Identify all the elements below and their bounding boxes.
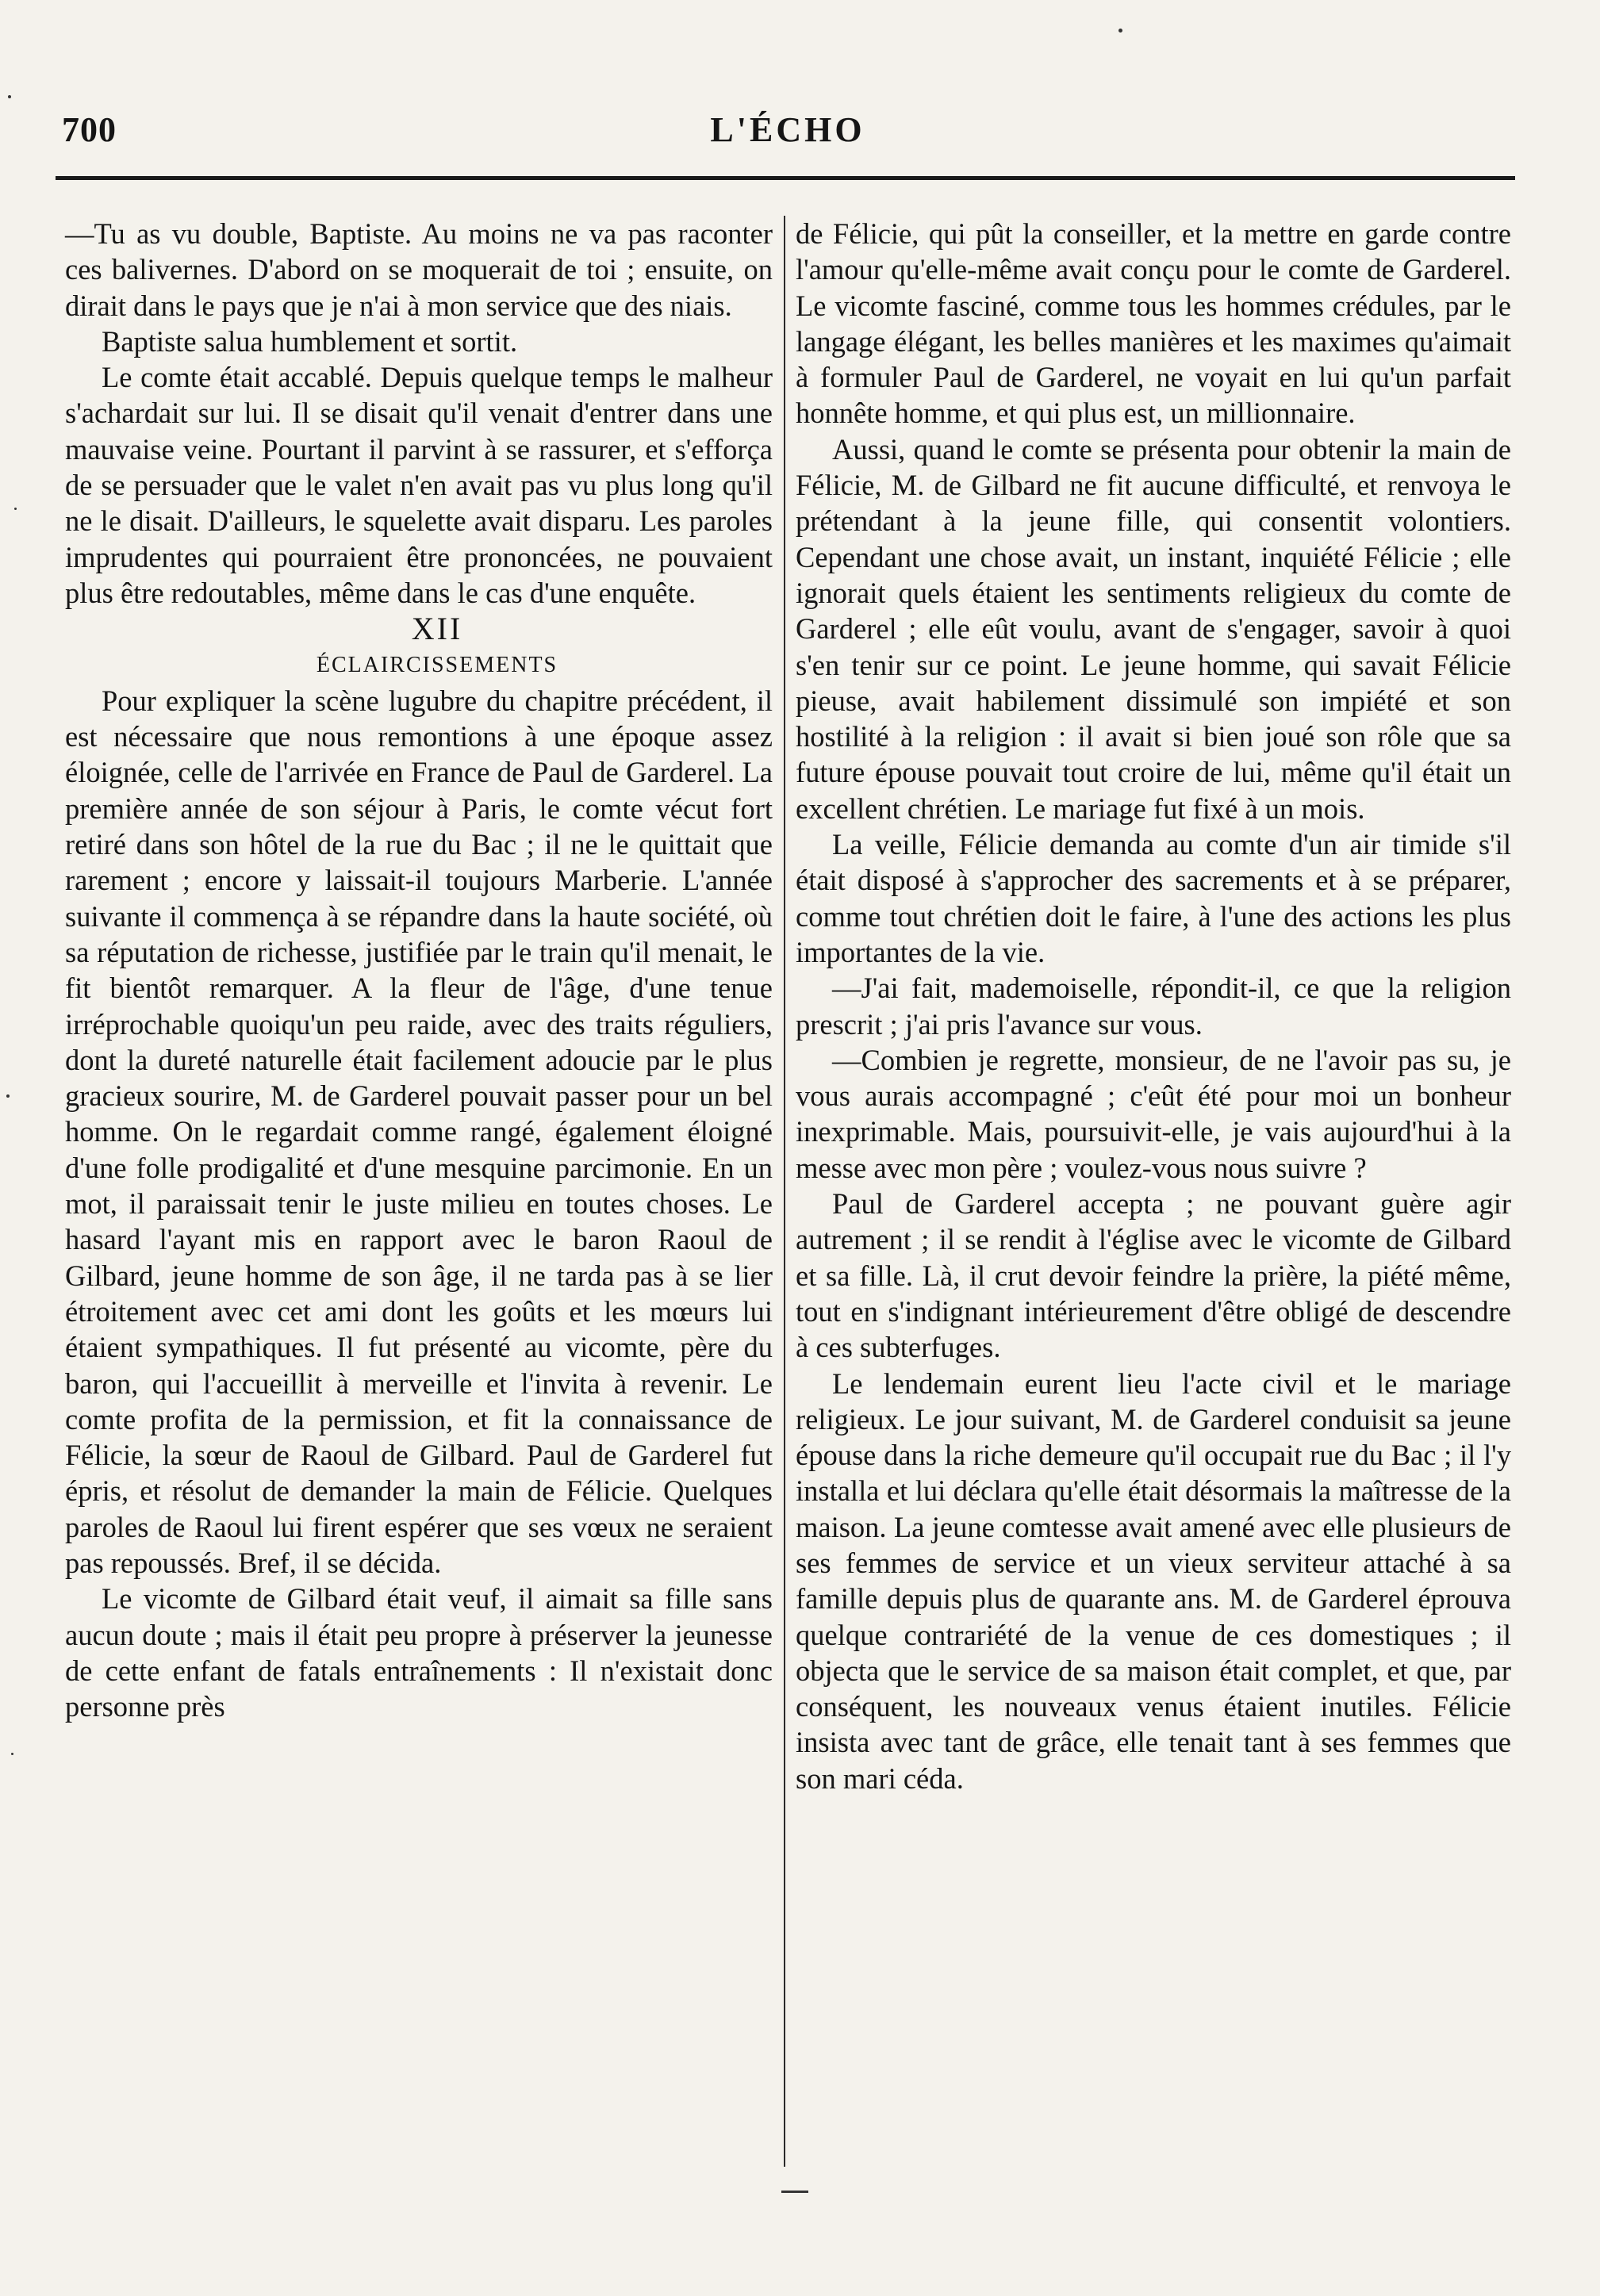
paragraph: —Combien je regrette, monsieur, de ne l'avoir pas su, je vous aurais accompagné ; c'eût été pour moi un bonheur inexprimable. Mais, poursuivit-elle, je vais aujourd'hui à la messe avec mon père ; voulez-vous nous suivre ? [796, 1043, 1511, 1184]
paragraph: Le vicomte de Gilbard était veuf, il aimait sa fille sans aucun doute ; mais il était peu propre à préserver la jeunesse de cette enfant de fatals entraînements : Il n'existait donc personne près [65, 1582, 773, 1723]
right-column [796, 216, 1511, 1796]
left-column [65, 216, 773, 1724]
paragraph: Paul de Garderel accepta ; ne pouvant guère agir autrement ; il se rendit à l'église avec le vicomte de Gilbard et sa fille. Là, il crut devoir feindre la prière, la piété même, tout en s'indignant intérieurement d'être obligé de descendre à ces subterfuges. [796, 1187, 1511, 1364]
bottom-rule-mark [781, 2191, 808, 2193]
scan-speck [8, 95, 11, 98]
paragraph: —Tu as vu double, Baptiste. Au moins ne va pas raconter ces balivernes. D'abord on se moquerait de toi ; ensuite, on dirait dans le pays que je n'ai à mon service que des niais. [65, 217, 773, 322]
page-header [62, 109, 1514, 157]
running-title: L'ÉCHO [710, 110, 865, 149]
scan-speck [14, 508, 17, 510]
paragraph: Aussi, quand le comte se présenta pour obtenir la main de Félicie, M. de Gilbard ne fit aucune difficulté, et renvoya le prétendant à la jeune fille, qui consentit volontiers. Cependant une chose avait, un instant, inquiété Félicie ; elle ignorait quels étaient les sentiments religieux du comte de Garderel ; elle eût voulu, avant de s'engager, savoir à quoi s'en tenir sur ce point. Le jeune homme, qui savait Félicie pieuse, avait habilement dissimulé son impiété et son hostilité à la religion : il avait si bien joué son rôle que sa future épouse pouvait tout croire de lui, même qu'il était un excellent chrétien. Le mariage fut fixé à un mois. [796, 432, 1511, 825]
paragraph: Le lendemain eurent lieu l'acte civil et le mariage religieux. Le jour suivant, M. de Garderel conduisit sa jeune épouse dans la riche demeure qu'il occupait rue du Bac ; il l'y installa et lui déclara qu'elle était désormais la maîtresse de la maison. La jeune comtesse avait amené avec elle plusieurs de ses femmes de service et un vieux serviteur attaché à sa famille depuis plus de quarante ans. M. de Garderel éprouva quelque contrariété de la venue de ces domestiques ; il objecta que le service de sa maison était complet, et que, par conséquent, les nouveaux venus étaient inutiles. Félicie insista avec tant de grâce, elle tenait tant à ses femmes que son mari céda. [796, 1366, 1511, 1795]
header-rule [56, 176, 1515, 180]
column-divider [784, 216, 785, 2167]
chapter-number: XII [411, 611, 463, 647]
chapter-title: ÉCLAIRCISSEMENTS [316, 652, 558, 677]
scan-speck [11, 1753, 13, 1755]
paragraph: Baptiste salua humblement et sortit. [102, 324, 518, 358]
page-number: 700 [62, 110, 117, 149]
paragraph: Pour expliquer la scène lugubre du chapitre précédent, il est nécessaire que nous remontions à une époque assez éloignée, celle de l'arrivée en France de Paul de Garderel. La première année de son séjour à Paris, le comte vécut fort retiré dans son hôtel de la rue du Bac ; il ne le quittait que rarement ; encore y laissait-il toujours Marberie. L'année suivante il commença à se répandre dans la haute société, où sa réputation de richesse, justifiée par le train qu'il menait, le fit bientôt remarquer. A la fleur de l'âge, d'une tenue irréprochable quoiqu'un peu raide, avec des traits réguliers, dont la dureté naturelle était facilement adoucie par le plus gracieux sourire, M. de Garderel pouvait passer pour un bel homme. On le regardait comme rangé, également éloigné d'une folle prodigalité et d'une mesquine parcimonie. En un mot, il paraissait tenir le juste milieu en toutes choses. Le hasard l'ayant mis en rapport avec le baron Raoul de Gilbard, jeune homme de son âge, il ne tarda pas à se lier étroitement avec cet ami dont les goûts et les mœurs lui étaient sympathiques. Il fut présenté au vicomte, père du baron, qui l'accueillit à merveille et l'invita à revenir. Le comte profita de la permission, et fit la connaissance de Félicie, la sœur de Raoul de Gilbard. Paul de Garderel fut épris, et résolut de demander la main de Félicie. Quelques paroles de Raoul lui firent espérer que ses vœux ne seraient pas repoussés. Bref, il se décida. [65, 684, 773, 1579]
paragraph: Le comte était accablé. Depuis quelque temps le malheur s'achardait sur lui. Il se disait qu'il venait d'entrer dans une mauvaise veine. Pourtant il parvint à se rassurer, et s'efforça de se persuader que le valet n'en avait pas vu plus long qu'il ne le disait. D'ailleurs, le squelette avait disparu. Les paroles imprudentes qui pourraient être prononcées, ne pouvaient plus être redoutables, même dans le cas d'une enquête. [65, 361, 773, 609]
scan-speck [6, 1094, 10, 1098]
paragraph: La veille, Félicie demanda au comte d'un air timide s'il était disposé à s'approcher des sacrements et à se préparer, comme tout chrétien doit le faire, à l'une des actions les plus importantes de la vie. [796, 828, 1511, 968]
paragraph: de Félicie, qui pût la conseiller, et la mettre en garde contre l'amour qu'elle-même avait conçu pour le comte de Garderel. Le vicomte fasciné, comme tous les hommes crédules, par le langage élégant, les belles manières et les maximes qu'aimait à formuler Paul de Garderel, ne voyait en lui qu'un parfait honnête homme, et qui plus est, un millionnaire. [796, 217, 1511, 430]
paragraph: —J'ai fait, mademoiselle, répondit-il, ce que la religion prescrit ; j'ai pris l'avance sur vous. [796, 972, 1511, 1041]
scan-speck [1118, 29, 1122, 33]
